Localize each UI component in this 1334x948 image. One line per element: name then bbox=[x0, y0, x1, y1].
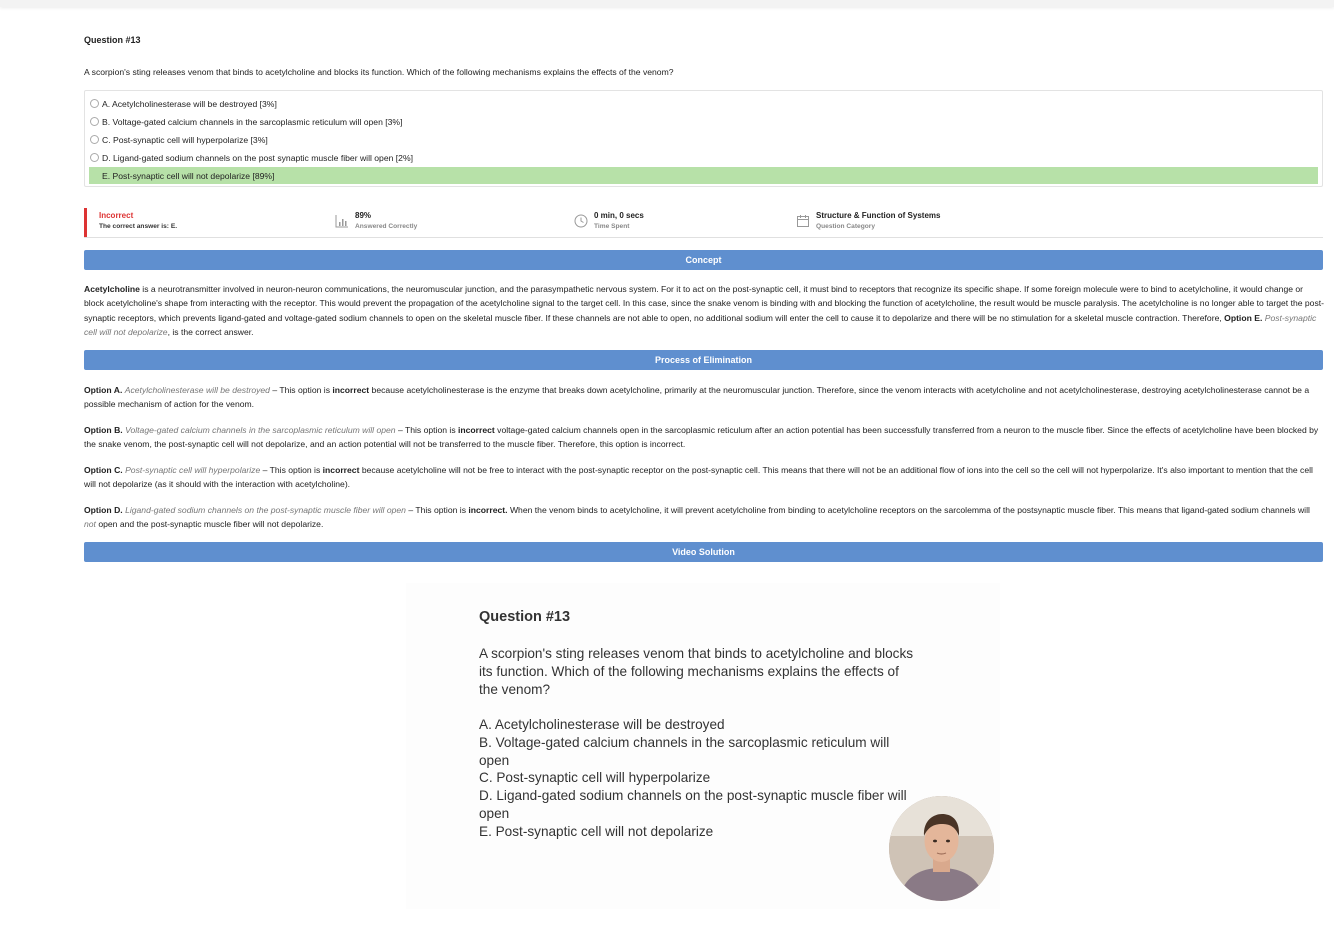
elimination-header: Process of Elimination bbox=[84, 350, 1323, 370]
option-a-body: because acetylcholinesterase is the enzyme that breaks down acetylcholine, primarily at the neuromuscular junction. Therefore, since the venom interacts with acetylcholine and not acetylcholinesterase, destroying acetylcholinesterase cannot be a possible mechanism of action for the venom. bbox=[84, 385, 1310, 410]
option-d-pre: – This option is bbox=[405, 505, 469, 515]
category-title: Structure & Function of Systems bbox=[816, 211, 941, 220]
concept-text bbox=[84, 282, 1324, 339]
stat-percent bbox=[335, 211, 417, 230]
percent-sub: Answered Correctly bbox=[355, 223, 418, 230]
concept-body: is a neurotransmitter involved in neuron-neuron communications, the neuromuscular junction, and the parasympathetic nervous system. For it to act on the post-synaptic cell, it must bind to receptors that recognize its specific shape. If some foreign molecule were to bind to acetylcholine, it would change or block acetylcholine's shape from interacting with the receptor. This would prevent the propagation of the acetylcholine signal to the target cell. In this case, since the snake venom is binding with and blocking the function of acetylcholine, the result would be muscle paralysis. The acetylcholine is no longer able to target the post-synaptic receptors, which prevents ligand-gated and voltage-gated sodium channels to open on the skeletal muscle fiber. If these channels are not able to open, no additional sodium will enter the cell to cause it to depolarize and there will be no stimulation for a skeletal muscle contraction. Therefore, bbox=[84, 284, 1325, 323]
choice-d-label: D. Ligand-gated sodium channels on the post synaptic muscle fiber will open [2%] bbox=[102, 152, 413, 163]
concept-header: Concept bbox=[84, 250, 1323, 270]
video-choice-a: A. Acetylcholinesterase will be destroyed bbox=[479, 717, 725, 732]
video-choice-d: D. Ligand-gated sodium channels on the post-synaptic muscle fiber will open bbox=[479, 788, 907, 821]
time-sub: Time Spent bbox=[594, 223, 630, 230]
elimination-b bbox=[84, 423, 1324, 452]
elimination-c bbox=[84, 463, 1324, 492]
option-a-verdict: incorrect bbox=[332, 385, 370, 395]
choice-b[interactable] bbox=[89, 113, 1318, 130]
option-b-choice: Voltage-gated calcium channels in the sarcoplasmic reticulum will open bbox=[125, 425, 396, 435]
result-sub: The correct answer is: E. bbox=[99, 223, 178, 230]
video-player[interactable] bbox=[406, 583, 1000, 909]
choice-a[interactable] bbox=[89, 95, 1318, 112]
option-a-choice: Acetylcholinesterase will be destroyed bbox=[124, 385, 270, 395]
choice-e-correct[interactable] bbox=[89, 167, 1318, 184]
option-b-pre: – This option is bbox=[395, 425, 459, 435]
stat-result bbox=[99, 211, 177, 230]
presenter-avatar bbox=[889, 796, 994, 901]
top-bar bbox=[0, 0, 1334, 7]
option-c-verdict: incorrect bbox=[322, 465, 360, 475]
option-c-label: Option C. bbox=[84, 465, 123, 475]
result-indicator-bar bbox=[84, 208, 87, 237]
choice-a-label: A. Acetylcholinesterase will be destroyed [3%] bbox=[102, 98, 277, 109]
elimination-d bbox=[84, 503, 1324, 532]
radio-icon[interactable] bbox=[90, 135, 99, 144]
choice-c-label: C. Post-synaptic cell will hyperpolarize [3%] bbox=[102, 134, 268, 145]
radio-icon[interactable] bbox=[90, 153, 99, 162]
percent-title: 89% bbox=[355, 211, 372, 220]
choice-c[interactable] bbox=[89, 131, 1318, 148]
video-question-title: Question #13 bbox=[479, 609, 571, 625]
answer-choices bbox=[84, 90, 1323, 187]
radio-icon[interactable] bbox=[90, 99, 99, 108]
option-b-body: voltage-gated calcium channels open in the sarcoplasmic reticulum after an action potential has been successfully transferred from a neuron to the muscle fiber. Since the effects of acetylcholine have been blocked by the snake venom, the post-synaptic cell will not depolarize, and an action potential will not be transferred to the muscle fiber. Therefore, this option is incorrect. bbox=[84, 425, 1319, 450]
calendar-icon bbox=[796, 214, 810, 228]
option-d-verdict: incorrect. bbox=[468, 505, 508, 515]
video-choice-b: B. Voltage-gated calcium channels in the sarcoplasmic reticulum will open bbox=[479, 734, 890, 768]
answer-stats bbox=[84, 207, 1323, 238]
question-number: Question #13 bbox=[84, 35, 141, 45]
option-d-label: Option D. bbox=[84, 505, 123, 515]
stat-time bbox=[574, 211, 644, 230]
option-b-verdict: incorrect bbox=[458, 425, 495, 435]
option-a-pre: – This option is bbox=[269, 385, 333, 395]
choice-d[interactable] bbox=[89, 149, 1318, 166]
choice-e-label: E. Post-synaptic cell will not depolarize [89%] bbox=[102, 170, 275, 181]
option-d-body2: open and the post-synaptic muscle fiber will not depolarize. bbox=[95, 519, 324, 530]
option-b-label: Option B. bbox=[84, 425, 123, 435]
video-choices bbox=[479, 716, 919, 841]
option-c-pre: – This option is bbox=[260, 465, 323, 475]
option-a-label: Option A. bbox=[84, 385, 123, 395]
radio-icon[interactable] bbox=[90, 117, 99, 126]
option-c-body: because acetylcholine will not be free to interact with the post-synaptic receptor on the post-synaptic cell. This means that there will not be an additional flow of ions into the cell so the cell will not hyperpolarize. It's also important to mention that the cell will not depolarize (as it should with the interaction with acetylcholine). bbox=[84, 465, 1313, 490]
bar-chart-icon bbox=[335, 214, 349, 228]
time-title: 0 min, 0 secs bbox=[594, 211, 644, 220]
elimination-a bbox=[84, 383, 1324, 412]
video-question-stem: A scorpion's sting releases venom that binds to acetylcholine and blocks its function. Which of the following mechanisms explains the effects of the venom? bbox=[479, 646, 914, 697]
question-stem: A scorpion's sting releases venom that binds to acetylcholine and blocks its function. Which of the following mechanisms explains the effects of the venom? bbox=[84, 67, 674, 77]
concept-term: Acetylcholine bbox=[84, 284, 140, 294]
stat-category bbox=[796, 211, 940, 230]
video-choice-c: C. Post-synaptic cell will hyperpolarize bbox=[479, 770, 711, 786]
option-d-emph: not bbox=[84, 519, 96, 530]
concept-tail: , is the correct answer. bbox=[167, 326, 254, 337]
video-header: Video Solution bbox=[84, 542, 1323, 562]
concept-answer-text: Post-synaptic cell will not depolarize bbox=[84, 312, 1317, 337]
choice-b-label: B. Voltage-gated calcium channels in the sarcoplasmic reticulum will open [3%] bbox=[102, 116, 403, 127]
concept-answer-option: Option E. bbox=[1224, 312, 1263, 323]
option-d-body1: When the venom binds to acetylcholine, it will prevent acetylcholine from binding to acetylcholine receptors on the sarcolemma of the postsynaptic muscle fiber. This means that ligand-gated sodium channels will bbox=[507, 505, 1310, 515]
clock-icon bbox=[574, 214, 588, 228]
presenter-avatar-icon bbox=[889, 796, 994, 901]
option-d-choice: Ligand-gated sodium channels on the post-synaptic muscle fiber will open bbox=[125, 505, 406, 515]
result-title: Incorrect bbox=[99, 211, 134, 220]
video-choice-e: E. Post-synaptic cell will not depolarize bbox=[479, 823, 714, 839]
category-sub: Question Category bbox=[816, 223, 875, 230]
option-c-choice: Post-synaptic cell will hyperpolarize bbox=[125, 465, 261, 475]
